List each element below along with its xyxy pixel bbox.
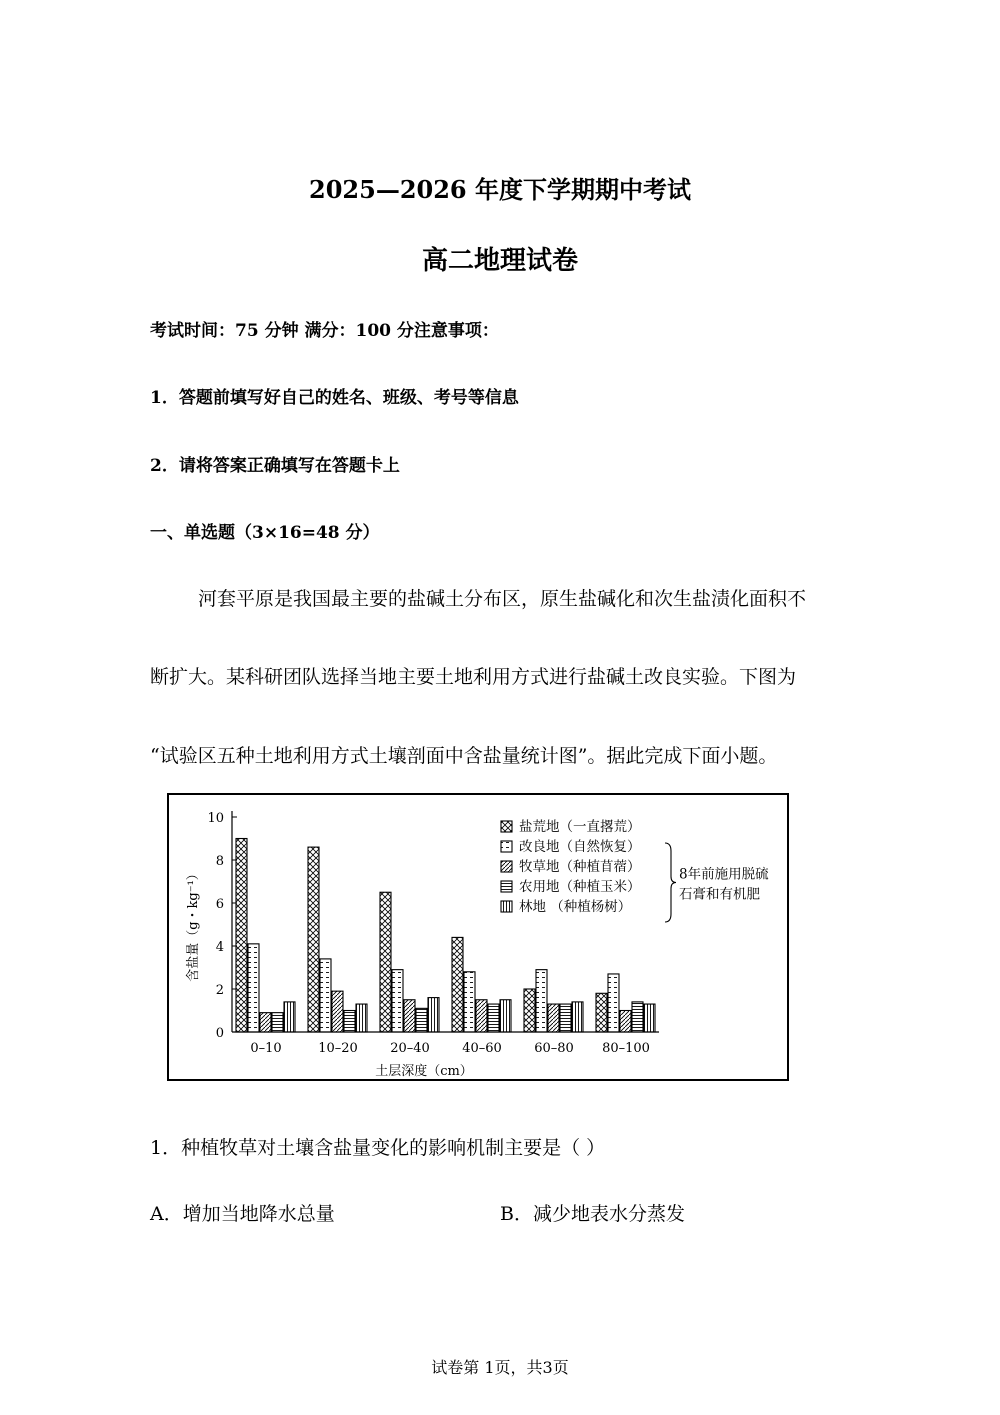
bar [344, 1011, 355, 1033]
legend-label: 农用地（种植玉米） [519, 879, 641, 895]
legend-swatch [501, 841, 512, 852]
bar [464, 972, 475, 1032]
bar [248, 944, 259, 1032]
legend-brace [665, 843, 676, 922]
salt-content-chart [167, 793, 789, 1081]
bar [284, 1002, 295, 1032]
page-footer: 试卷第 1页，共3页 [431, 1358, 569, 1377]
bar [500, 1000, 511, 1032]
bar [416, 1008, 427, 1032]
bar [536, 970, 547, 1032]
y-axis-label: 含盐量（g・kg⁻¹） [186, 867, 201, 982]
bar [644, 1004, 655, 1032]
chart-annotation: 8年前施用脱硫 [679, 866, 769, 883]
legend-swatch [501, 881, 512, 892]
bar [452, 937, 463, 1032]
option-b: B．减少地表水分蒸发 [500, 1203, 685, 1225]
bar [560, 1004, 571, 1032]
bar [548, 1004, 559, 1032]
bar [572, 1002, 583, 1032]
bar [488, 1004, 499, 1032]
bar [332, 991, 343, 1032]
legend-label: 盐荒地（一直撂荒） [519, 819, 641, 835]
x-tick-label: 60–80 [534, 1041, 574, 1056]
passage-line-2: 断扩大。某科研团队选择当地主要土地利用方式进行盐碱土改良实验。下图为 [150, 666, 797, 688]
bar [632, 1002, 643, 1032]
option-a: A．增加当地降水总量 [150, 1203, 335, 1225]
y-tick-label: 6 [215, 897, 224, 912]
section-title: 一、单选题（3×16=48 分） [150, 523, 380, 543]
bar [524, 989, 535, 1032]
y-tick-label: 4 [215, 940, 224, 955]
y-tick-label: 2 [215, 983, 224, 998]
bar [392, 970, 403, 1032]
bar [596, 993, 607, 1032]
y-tick-label: 8 [215, 854, 224, 869]
y-tick-label: 10 [207, 811, 224, 826]
bar [272, 1013, 283, 1032]
legend-label: 林地 （种植杨树） [519, 899, 632, 915]
legend-swatch [501, 901, 512, 912]
x-tick-label: 10–20 [318, 1041, 358, 1056]
chart-annotation: 石膏和有机肥 [679, 886, 760, 903]
legend-label: 牧草地（种植苜蓿） [519, 859, 641, 875]
x-tick-label: 80–100 [602, 1041, 650, 1056]
exam-info: 考试时间：75 分钟 满分：100 分注意事项： [150, 321, 499, 341]
bar [380, 892, 391, 1032]
legend-label: 改良地（自然恢复） [519, 839, 641, 855]
bar [236, 839, 247, 1033]
passage-line-1: 河套平原是我国最主要的盐碱土分布区，原生盐碱化和次生盐渍化面积不 [198, 588, 807, 610]
question-1-stem: 1．种植牧草对土壤含盐量变化的影响机制主要是（ ） [150, 1137, 606, 1159]
bar [620, 1011, 631, 1033]
exam-title: 2025—2026 年度下学期期中考试 [309, 175, 691, 204]
chart-svg [169, 795, 787, 1079]
passage-line-3: “试验区五种土地利用方式土壤剖面中含盐量统计图”。据此完成下面小题。 [150, 745, 778, 767]
x-tick-label: 0–10 [250, 1041, 282, 1056]
x-axis-label: 土层深度（cm） [375, 1064, 473, 1079]
note-2: 2．请将答案正确填写在答题卡上 [150, 456, 400, 476]
x-tick-label: 40–60 [462, 1041, 502, 1056]
paper-subtitle: 高二地理试卷 [421, 246, 578, 276]
legend-swatch [501, 821, 512, 832]
bar [356, 1004, 367, 1032]
x-tick-label: 20–40 [390, 1041, 430, 1056]
legend-swatch [501, 861, 512, 872]
bar [404, 1000, 415, 1032]
bar [608, 974, 619, 1032]
bar [428, 998, 439, 1032]
y-tick-label: 0 [215, 1026, 224, 1041]
bar [320, 959, 331, 1032]
note-1: 1．答题前填写好自己的姓名、班级、考号等信息 [150, 388, 519, 408]
bar [308, 847, 319, 1032]
bar [476, 1000, 487, 1032]
bar [260, 1013, 271, 1032]
